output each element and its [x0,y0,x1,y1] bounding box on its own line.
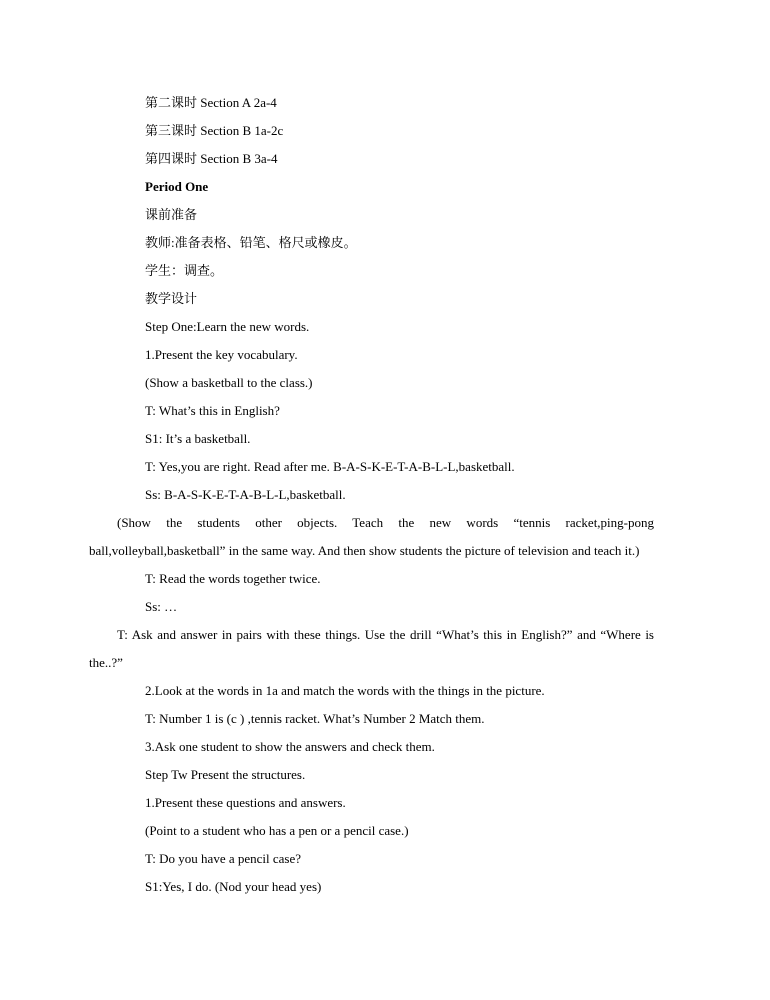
step-two-heading: Step Tw Present the structures. [145,767,306,782]
section-heading-preparation: 课前准备 [145,207,198,222]
dialogue-line: S1: It’s a basketball. [145,431,251,446]
paragraph: 3.Ask one student to show the answers and check them. [145,739,435,754]
paragraph: (Show the students other objects. Teach the new words “tennis racket,ping-pong ball,volleyball,basketball” in the same way. And then show students the picture of television and teach it.) [89,515,654,558]
paragraph: 2.Look at the words in 1a and match the words with the things in the picture. [145,683,545,698]
dialogue-line: T: Do you have a pencil case? [145,851,302,866]
section-heading-design: 教学设计 [145,291,198,306]
dialogue-line: S1:Yes, I do. (Nod your head yes) [145,879,322,894]
lesson-line-4: 第四课时 Section B 3a-4 [145,151,278,166]
student-preparation: 学生：调查。 [145,263,224,278]
paragraph: 1.Present the key vocabulary. [145,347,298,362]
dialogue-line: Ss: B-A-S-K-E-T-A-B-L-L,basketball. [145,487,346,502]
paragraph: (Show a basketball to the class.) [145,375,313,390]
dialogue-line: Ss: … [145,599,178,614]
period-heading: Period One [145,179,209,194]
dialogue-line: T: Yes,you are right. Read after me. B-A-S-K-E-T-A-B-L-L,basketball. [145,459,515,474]
step-one-heading: Step One:Learn the new words. [145,319,310,334]
document-body [89,89,654,901]
lesson-line-2: 第二课时 Section A 2a-4 [145,95,277,110]
paragraph: (Point to a student who has a pen or a pencil case.) [145,823,409,838]
dialogue-line: T: Read the words together twice. [145,571,321,586]
dialogue-line: T: What’s this in English? [145,403,280,418]
paragraph: 1.Present these questions and answers. [145,795,346,810]
dialogue-line: T: Number 1 is (c ) ,tennis racket. What’s Number 2 Match them. [145,711,485,726]
teacher-preparation: 教师:准备表格、铅笔、格尺或橡皮。 [145,235,357,250]
paragraph: T: Ask and answer in pairs with these things. Use the drill “What’s this in English?” and “Where is the..?” [89,627,654,670]
lesson-line-3: 第三课时 Section B 1a-2c [145,123,284,138]
